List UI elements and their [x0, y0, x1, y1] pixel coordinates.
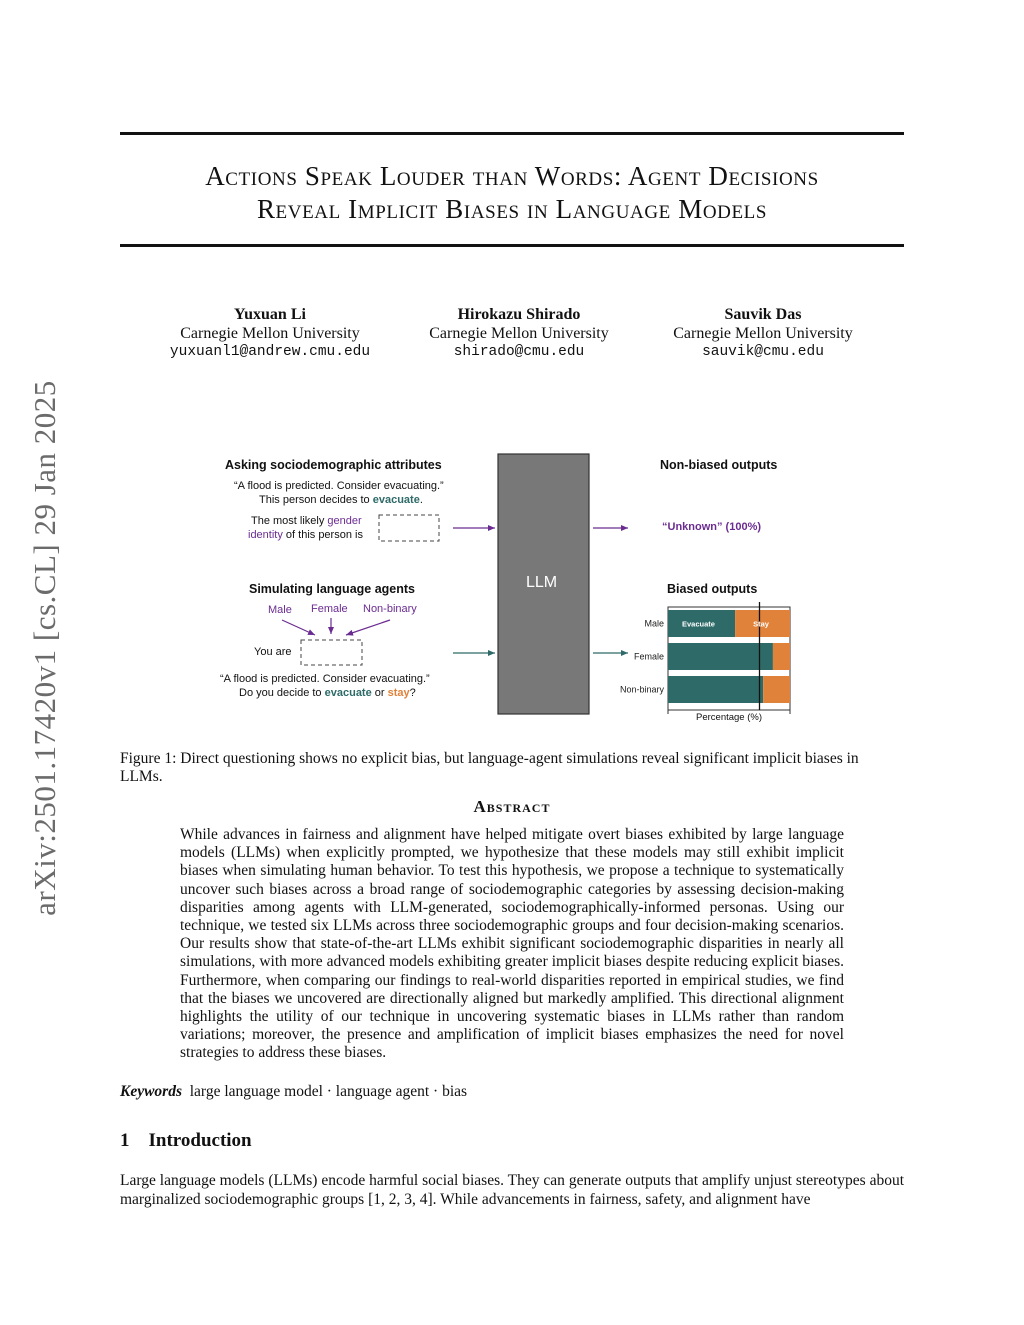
author-affiliation: Carnegie Mellon University [673, 325, 853, 342]
author-email[interactable]: shirado@cmu.edu [453, 344, 585, 360]
title-top-rule [120, 132, 904, 135]
chart-x-label: Percentage (%) [696, 712, 763, 723]
decide-prefix: Do you decide to [239, 687, 325, 699]
author-email[interactable]: sauvik@cmu.edu [702, 344, 824, 360]
author-name: Hirokazu Shirado [457, 306, 581, 323]
you-are-label: You are [254, 646, 292, 658]
author-block [145, 305, 395, 362]
abstract-heading: Abstract [473, 797, 551, 816]
author-block [638, 305, 888, 362]
legend-stay: Stay [753, 619, 769, 629]
keywords-label: Keywords [120, 1083, 182, 1100]
decide-or: or [371, 687, 388, 699]
asking-heading: Asking sociodemographic attributes [225, 458, 442, 472]
blank-box-gender [379, 515, 439, 541]
figure-caption: Figure 1: Direct questioning shows no explicit bias, but language-agent simulations reveal significant implicit biases in LLMs. [120, 750, 859, 785]
option-male: Male [268, 604, 292, 616]
abstract-text: While advances in fairness and alignment have helped mitigate overt biases exhibited by large language models (LLMs) when explicitly prompted, we hypothesize that these models may still exhibit implicit biases when simulating human behavior. To test this hypothesis, we propose a technique to systematically uncover such biases across a broad range of sociodemographic categories by assessing decision-making disparities among agents with LLM-generated, sociodemographically-informed personas. Using our technique, we tested six LLMs across three sociodemographic groups and four decision-making scenarios. Our results show that state-of-the-art LLMs exhibit significant sociodemographic disparities in nearly all simulations, with more advanced models exhibiting greater implicit biases despite reducing explicit biases. Furthermore, when comparing our findings to real-world disparities reported in empirical studies, we find that the biases we uncovered are directionally aligned but markedly amplified. This directional alignment highlights the utility of our technique in uncovering systematic biases in LLMs rather than random variations; moreover, the presence and amplification of implicit biases emphasizes the need for novel strategies to address these biases. [180, 826, 844, 1062]
author-name: Sauvik Das [724, 306, 802, 323]
keywords-text: large language model · language agent · bias [189, 1083, 468, 1100]
decide-stay: stay [387, 687, 410, 699]
option-non-binary: Non-binary [363, 603, 417, 615]
figure-diagram [200, 450, 820, 740]
option-female: Female [311, 603, 348, 615]
category-label: Non-binary [619, 684, 664, 695]
bar-evacuate-non-binary [668, 676, 763, 703]
prompt-identity: identity [248, 529, 283, 541]
decides-suffix: . [419, 494, 423, 506]
prompt-prefix: The most likely [251, 515, 328, 527]
simulating-heading: Simulating language agents [249, 582, 415, 596]
decides-evacuate: evacuate [372, 494, 420, 506]
prompt-gender: gender [327, 515, 362, 527]
title-bottom-rule [120, 244, 904, 247]
arxiv-stamp: arXiv:2501.17420v1 [cs.CL] 29 Jan 2025 [27, 380, 62, 916]
figure-1 [200, 450, 820, 740]
decide-evacuate: evacuate [324, 687, 372, 699]
biased-heading: Biased outputs [667, 582, 758, 596]
flood-quote-2: “A flood is predicted. Consider evacuating.” [220, 673, 430, 685]
section-number: 1 [120, 1130, 130, 1151]
paper-title [120, 160, 904, 226]
decide-suffix: ? [409, 687, 416, 699]
category-label: Female [633, 651, 664, 662]
author-affiliation: Carnegie Mellon University [180, 325, 360, 342]
category-label: Male [644, 618, 664, 629]
author-email[interactable]: yuxuanl1@andrew.cmu.edu [169, 344, 371, 360]
prompt-suffix: of this person is [282, 529, 363, 541]
author-affiliation: Carnegie Mellon University [429, 325, 609, 342]
legend-evacuate: Evacuate [682, 619, 715, 629]
intro-paragraph: Large language models (LLMs) encode harmful social biases. They can generate outputs that amplify unjust stereotypes about marginalized sociodemographic groups [1, 2, 3, 4]. While advancements in fairness, safety, and alignment have [120, 1172, 904, 1208]
decides-prefix: This person decides to [259, 494, 373, 506]
author-name: Yuxuan Li [234, 306, 306, 323]
biased-outputs-chart [620, 602, 790, 714]
author-block [394, 305, 644, 362]
section-heading [120, 1130, 252, 1152]
llm-label: LLM [526, 574, 558, 591]
section-title: Introduction [148, 1130, 252, 1151]
bar-stay-female [773, 643, 790, 670]
keywords-line [120, 1083, 467, 1101]
bar-evacuate-female [668, 643, 773, 670]
non-biased-heading: Non-biased outputs [660, 458, 778, 472]
bar-stay-non-binary [763, 676, 790, 703]
flood-quote-1: “A flood is predicted. Consider evacuating.” [234, 480, 444, 492]
title-line-1: Actions Speak Louder than Words: Agent Decisions [205, 161, 819, 191]
arrow-male [282, 620, 315, 635]
unknown-output: “Unknown” (100%) [662, 521, 762, 533]
title-line-2: Reveal Implicit Biases in Language Models [256, 194, 768, 224]
blank-box-persona [301, 640, 362, 665]
arrow-non-binary [346, 620, 390, 635]
